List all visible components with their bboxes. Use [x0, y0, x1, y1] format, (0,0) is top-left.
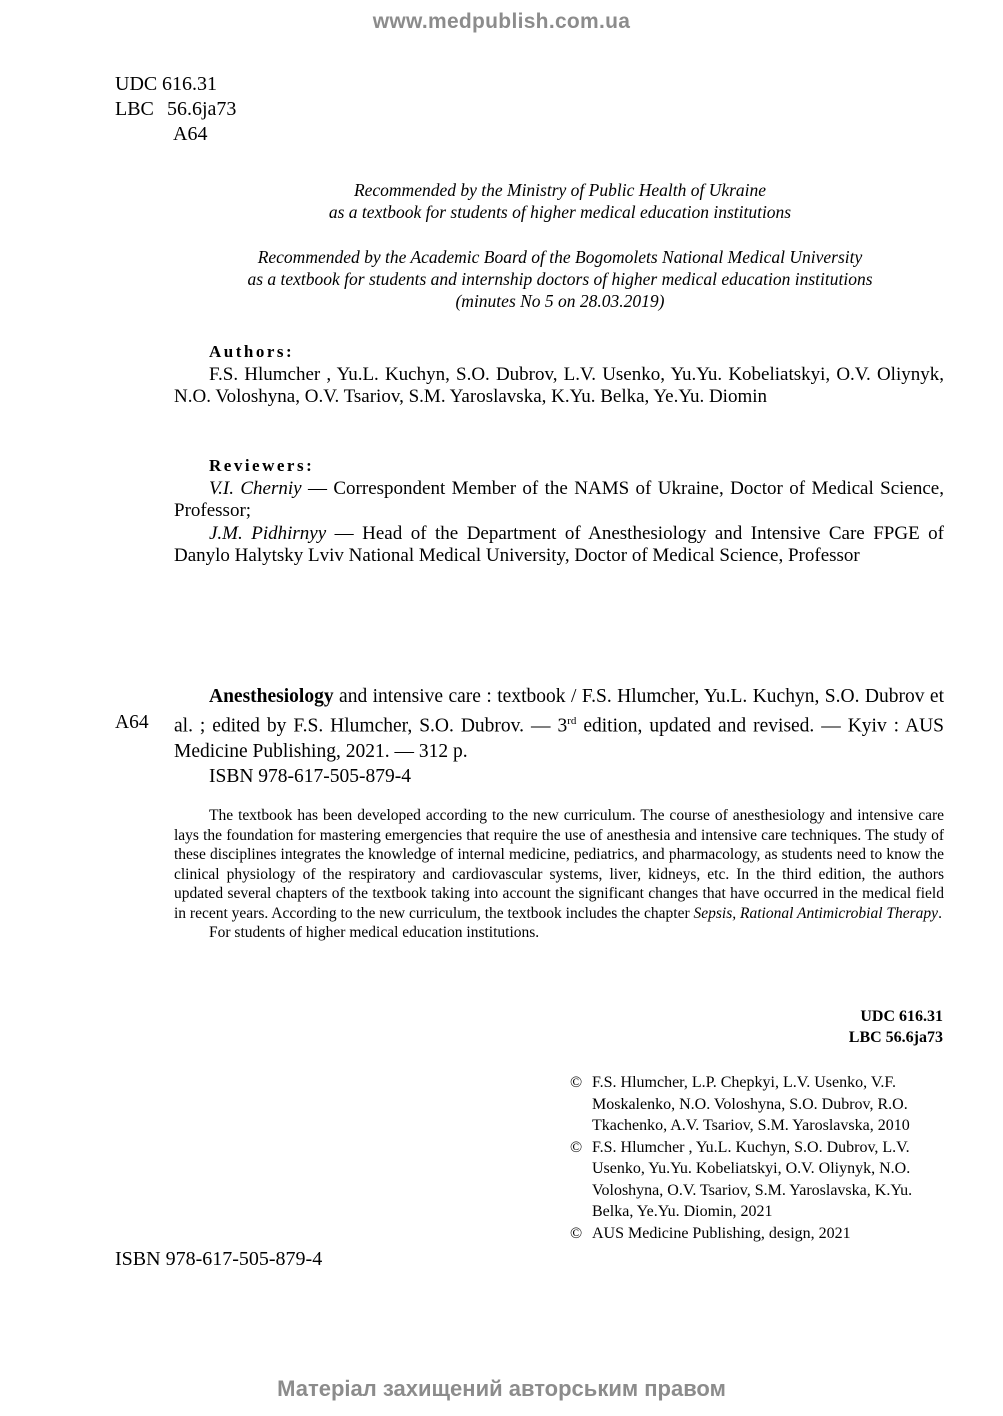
watermark-bottom: Матеріал захищений авторським правом [277, 1376, 726, 1401]
catalog-card-superscript: rd [567, 715, 577, 727]
copyright-symbol: © [570, 1074, 583, 1091]
catalog-card [174, 684, 944, 789]
classification-block [115, 72, 236, 147]
authors-list: F.S. Hlumcher , Yu.L. Kuchyn, S.O. Dubrov, L.V. Usenko, Yu.Yu. Kobeliatskyi, O.V. Oliynyk, N.O. Voloshyna, O.V. Tsariov, S.M. Yaroslavska, K.Yu. Belka, Ye.Yu. Diomin [174, 363, 944, 407]
annotation-text [174, 806, 944, 923]
copyright-item [570, 1223, 950, 1245]
lbc-value: 56.6ja73 [167, 98, 237, 120]
catalog-card-description [174, 684, 944, 764]
catalog-card-code: A64 [115, 712, 149, 733]
copyright-text: AUS Medicine Publishing, design, 2021 [592, 1224, 851, 1242]
reviewers-section [174, 455, 944, 568]
reviewer-name: V.I. Cherniy [209, 477, 302, 499]
recommendation-line: as a textbook for students and internship doctors of higher medical education institutions [247, 269, 873, 289]
reviewer-item [174, 523, 944, 568]
udc-bold: UDC 616.31 [860, 1008, 943, 1025]
catalog-card-isbn: ISBN 978-617-505-879-4 [209, 765, 412, 787]
reviewers-heading: Reviewers: [209, 456, 315, 475]
annotation-audience: For students of higher medical education institutions. [209, 924, 540, 941]
catalog-card-text: and intensive care : textbook / F.S. Hlumcher, Yu.L. Kuchyn, S.O. Dubrov et al. ; edited by F.S. Hlumcher, S.O. Dubrov. — 3 [174, 686, 944, 737]
copyright-item [570, 1137, 950, 1223]
authors-heading: Authors: [209, 342, 295, 361]
catalog-card-title: Anesthesiology [209, 686, 334, 707]
copyright-block [570, 1072, 950, 1244]
watermark-top: www.medpublish.com.ua [372, 10, 631, 33]
reviewer-item [174, 478, 944, 523]
lbc-label: LBC [115, 98, 154, 120]
udc-lbc-bold [849, 1006, 943, 1048]
copyright-symbol: © [570, 1224, 583, 1242]
author-mark: A64 [173, 123, 208, 145]
recommendation-ministry [150, 179, 970, 223]
copyright-text: F.S. Hlumcher , Yu.L. Kuchyn, S.O. Dubrov, L.V. Usenko, Yu.Yu. Kobeliatskyi, O.V. Oliynyk, N.O. Voloshyna, O.V. Tsariov, S.M. Yaroslavska, K.Yu. Belka, Ye.Yu. Diomin, 2021 [592, 1138, 913, 1220]
recommendation-line: Recommended by the Academic Board of the Bogomolets National Medical University [257, 247, 863, 267]
udc-value: 616.31 [162, 73, 217, 95]
reviewer-name: J.M. Pidhirnyy [209, 522, 327, 544]
lbc-bold: LBC 56.6ja73 [848, 1029, 943, 1046]
annotation-chapter: Sepsis, Rational Antimicrobial Therapy [693, 904, 939, 922]
authors-section [174, 341, 944, 409]
isbn-bottom: ISBN 978-617-505-879-4 [115, 1248, 323, 1270]
catalog-card-text: edition, updated and revised. — Kyiv : AUS Medicine Publishing, 2021. — 312 p. [174, 715, 944, 762]
annotation [174, 806, 944, 943]
copyright-item [570, 1072, 950, 1137]
reviewer-desc: — Head of the Department of Anesthesiology and Intensive Care FPGE of Danylo Halytsky Lviv National Medical University, Doctor of Medical Science, Professor [174, 522, 944, 566]
copyright-text: F.S. Hlumcher, L.P. Chepkyi, L.V. Usenko, V.F. Moskalenko, N.O. Voloshyna, S.O. Dubrov, R.O. Tkachenko, A.V. Tsariov, S.M. Yaroslavska, 2010 [592, 1074, 910, 1134]
copyright-symbol: © [570, 1138, 583, 1156]
recommendation-line: Recommended by the Ministry of Public Health of Ukraine [353, 180, 767, 200]
recommendation-line: as a textbook for students of higher medical education institutions [328, 202, 792, 222]
recommendation-line: (minutes No 5 on 28.03.2019) [455, 291, 665, 311]
udc-label: UDC [115, 73, 158, 95]
reviewer-desc: — Correspondent Member of the NAMS of Ukraine, Doctor of Medical Science, Professor; [174, 477, 944, 521]
annotation-body: The textbook has been developed according to the new curriculum. The course of anesthesiology and intensive care lays the foundation for mastering emergencies that require the use of anesthesia and intensive care techniques. The study of these disciplines integrates the knowledge of internal medicine, pediatrics, and pharmacology, as students need to know the clinical physiology of the respiratory and cardiovascular systems, liver, kidneys, etc. In the third edition, the authors updated several chapters of the textbook taking into account the significant changes that have occurred in the medical field in recent years. According to the new curriculum, the textbook includes the chapter [174, 807, 944, 922]
annotation-end: . [938, 904, 942, 922]
recommendation-academic-board [150, 246, 970, 312]
